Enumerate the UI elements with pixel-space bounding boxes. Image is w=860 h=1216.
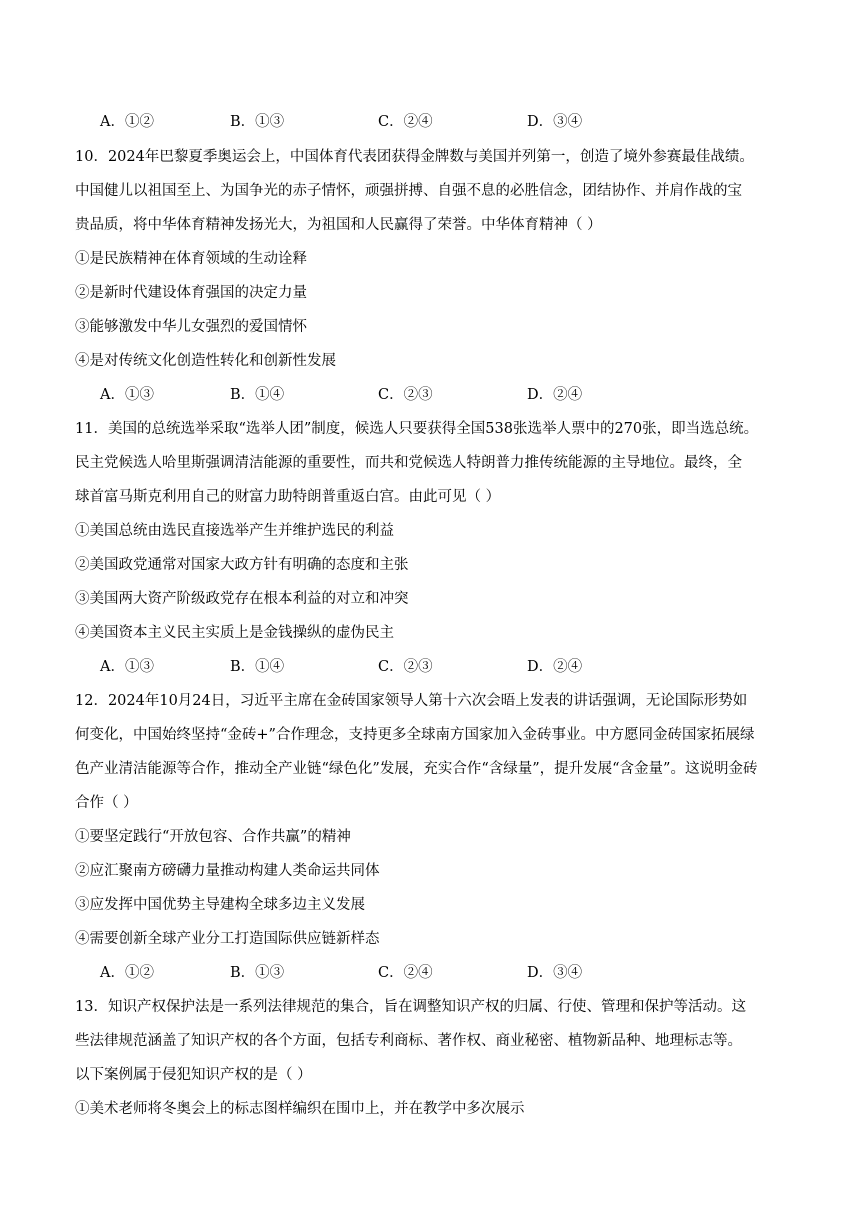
q11-stem-line: 球首富马斯克利用自己的财富力助特朗普重返白宫。由此可见（ ）: [75, 489, 501, 505]
q13-stem-line: 13．知识产权保护法是一系列法律规范的集合，旨在调整知识产权的归属、行使、管理和保护等活动。这: [75, 999, 746, 1015]
q10-statement: ①是民族精神在体育领域的生动诠释: [75, 251, 307, 267]
q11-option-c: C．②③: [378, 659, 433, 675]
q10-statement: ③能够激发中华儿女强烈的爱国情怀: [75, 319, 307, 335]
q12-stem-line: 色产业清洁能源等合作，推动全产业链“绿色化”发展，充实合作“含绿量”，提升发展“含金量”。这说明金砖: [75, 761, 758, 777]
q10-option-a: A．①③: [100, 387, 154, 403]
q12-stem-line: 12．2024年10月24日，习近平主席在金砖国家领导人第十六次会晤上发表的讲话强调，无论国际形势如: [75, 693, 748, 709]
q10-stem-line: 中国健儿以祖国至上、为国争光的赤子情怀，顽强拼搏、自强不息的必胜信念，团结协作、并肩作战的宝: [75, 183, 742, 199]
q11-option-d: D．②④: [527, 659, 583, 675]
q10-option-d: D．②④: [527, 387, 583, 403]
q12-statement: ④需要创新全球产业分工打造国际供应链新样态: [75, 931, 380, 947]
q11-option-a: A．①③: [100, 659, 154, 675]
q12-option-a: A．①②: [100, 965, 154, 981]
q9-option-c: C．②④: [378, 114, 433, 130]
q12-option-c: C．②④: [378, 965, 433, 981]
q12-stem-line: 合作（ ）: [75, 795, 138, 811]
q11-statement: ①美国总统由选民直接选举产生并维护选民的利益: [75, 523, 394, 539]
q11-option-b: B．①④: [230, 659, 285, 675]
q12-option-b: B．①③: [230, 965, 285, 981]
q10-statement: ④是对传统文化创造性转化和创新性发展: [75, 353, 336, 369]
q11-statement: ②美国政党通常对国家大政方针有明确的态度和主张: [75, 557, 409, 573]
q10-statement: ②是新时代建设体育强国的决定力量: [75, 285, 307, 301]
q10-stem-line: 贵品质，将中华体育精神发扬光大，为祖国和人民赢得了荣誉。中华体育精神（ ）: [75, 217, 602, 233]
q13-statement: ①美术老师将冬奥会上的标志图样编织在围巾上，并在教学中多次展示: [75, 1101, 525, 1117]
q12-statement: ③应发挥中国优势主导建构全球多边主义发展: [75, 897, 365, 913]
q12-statement: ②应汇聚南方磅礴力量推动构建人类命运共同体: [75, 863, 380, 879]
q10-stem-line: 10．2024年巴黎夏季奥运会上，中国体育代表团获得金牌数与美国并列第一，创造了境外参赛最佳战绩。: [75, 149, 754, 165]
q11-statement: ③美国两大资产阶级政党存在根本利益的对立和冲突: [75, 591, 409, 607]
q12-stem-line: 何变化，中国始终坚持“金砖+”合作理念，支持更多全球南方国家加入金砖事业。中方愿同金砖国家拓展绿: [75, 727, 755, 743]
q12-option-d: D．③④: [527, 965, 583, 981]
q9-option-b: B．①③: [230, 114, 285, 130]
q11-stem-line: 民主党候选人哈里斯强调清洁能源的重要性，而共和党候选人特朗普力推传统能源的主导地位。最终，全: [75, 455, 742, 471]
q11-statement: ④美国资本主义民主实质上是金钱操纵的虚伪民主: [75, 625, 394, 641]
q9-option-d: D．③④: [527, 114, 583, 130]
q11-stem-line: 11．美国的总统选举采取“选举人团”制度，候选人只要获得全国538张选举人票中的270张，即当选总统。: [75, 421, 759, 437]
q10-option-c: C．②③: [378, 387, 433, 403]
q9-option-a: A．①②: [100, 114, 154, 130]
q12-statement: ①要坚定践行“开放包容、合作共赢”的精神: [75, 829, 351, 845]
q10-option-b: B．①④: [230, 387, 285, 403]
q13-stem-line: 以下案例属于侵犯知识产权的是（ ）: [75, 1067, 312, 1083]
q13-stem-line: 些法律规范涵盖了知识产权的各个方面，包括专利商标、著作权、商业秘密、植物新品种、地理标志等。: [75, 1033, 742, 1049]
